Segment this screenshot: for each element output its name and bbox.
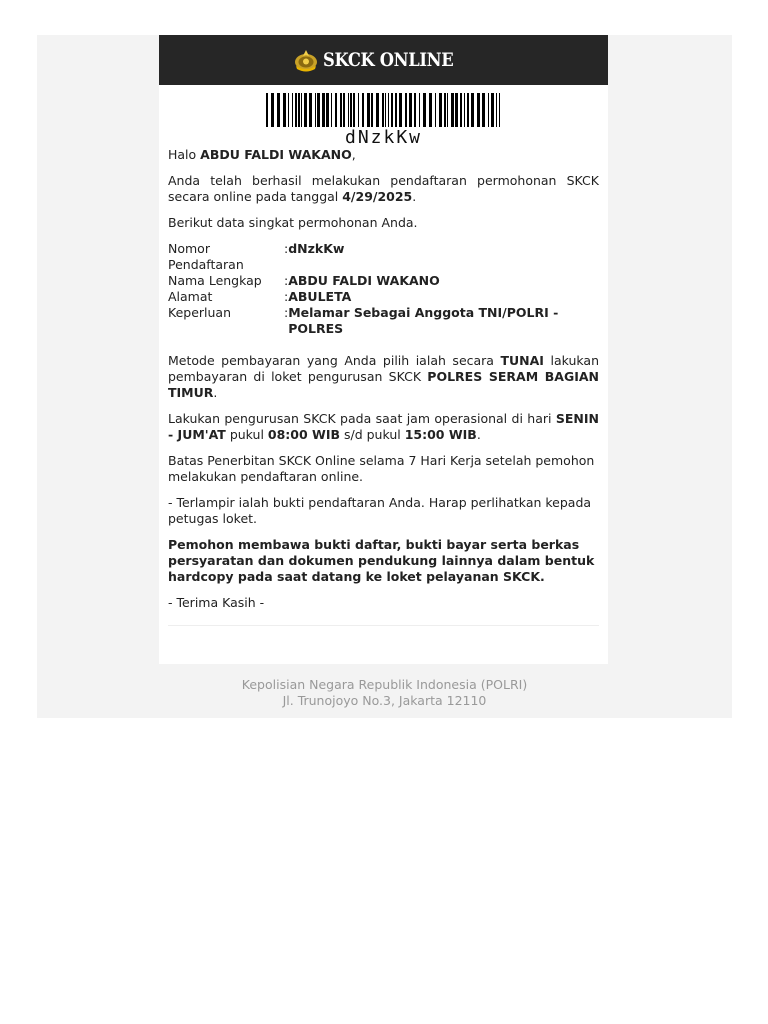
barcode-bar bbox=[496, 93, 497, 127]
barcode-bar bbox=[429, 93, 432, 127]
barcode-bar bbox=[371, 93, 373, 127]
end-time: 15:00 WIB bbox=[404, 427, 477, 442]
barcode-bar bbox=[399, 93, 402, 127]
summary-value: ABDU FALDI WAKANO bbox=[288, 273, 440, 288]
closing-text: - Terima Kasih - bbox=[168, 595, 265, 610]
barcode-bar bbox=[348, 93, 349, 127]
barcode-bar bbox=[376, 93, 379, 127]
barcode-bar bbox=[317, 93, 320, 127]
barcode-bar bbox=[482, 93, 485, 127]
barcode-bar bbox=[451, 93, 454, 127]
barcode-bar bbox=[292, 93, 293, 127]
summary-row: Nomor Pendaftaran :dNzkKw bbox=[168, 241, 345, 272]
summary-value: ABULETA bbox=[288, 289, 352, 304]
summary-row: Alamat :ABULETA bbox=[168, 289, 352, 304]
registration-date: 4/29/2025 bbox=[342, 189, 413, 204]
polri-emblem-icon bbox=[293, 47, 319, 73]
summary-value: dNzkKw bbox=[288, 241, 345, 256]
header-logo bbox=[293, 47, 475, 73]
barcode-bar bbox=[304, 93, 307, 127]
barcode-bar bbox=[423, 93, 426, 127]
barcode-bar bbox=[326, 93, 329, 127]
barcode-bar bbox=[385, 93, 386, 127]
barcode-bar bbox=[343, 93, 345, 127]
barcode-bar bbox=[367, 93, 370, 127]
email-header bbox=[159, 35, 608, 85]
summary-label: Nama Lengkap bbox=[168, 273, 262, 288]
barcode-bar bbox=[467, 93, 469, 127]
summary-row: Keperluan : Melamar Sebagai Anggota TNI/POLRI - POLRES bbox=[168, 305, 599, 337]
start-time: 08:00 WIB bbox=[267, 427, 341, 442]
deadline-info: Batas Penerbitan SKCK Online selama 7 Hari Kerja setelah pemohon melakukan pendaftaran online. bbox=[168, 453, 595, 484]
barcode-bar bbox=[340, 93, 342, 127]
barcode-bar bbox=[391, 93, 393, 127]
barcode-bar bbox=[309, 93, 312, 127]
operating-hours: Lakukan pengurusan SKCK pada saat jam operasional di hari SENIN - JUM'AT pukul 08:00 WIB s/d pukul 15:00 WIB. bbox=[168, 411, 599, 442]
barcode-bar bbox=[266, 93, 268, 127]
barcode-bar bbox=[491, 93, 494, 127]
barcode-bar bbox=[444, 93, 446, 127]
barcode-bar bbox=[322, 93, 325, 127]
content-divider bbox=[168, 625, 599, 626]
barcode-bar bbox=[395, 93, 397, 127]
summary-row: Nama Lengkap :ABDU FALDI WAKANO bbox=[168, 273, 440, 288]
payment-info: Metode pembayaran yang Anda pilih ialah secara TUNAI lakukan pembayaran di loket pengurusan SKCK POLRES SERAM BAGIAN TIMUR. bbox=[168, 353, 600, 400]
barcode-code: dNzkKw bbox=[344, 127, 423, 148]
barcode-bar bbox=[460, 93, 462, 127]
barcode-bar bbox=[439, 93, 442, 127]
registration-barcode-area bbox=[159, 85, 608, 147]
barcode-bar bbox=[435, 93, 436, 127]
attachment-note: - Terlampir ialah bukti pendaftaran Anda. Harap perlihatkan kepada petugas loket. bbox=[168, 495, 592, 526]
barcode-bar bbox=[414, 93, 416, 127]
barcode-bar bbox=[301, 93, 302, 127]
barcode-bar bbox=[499, 93, 500, 127]
barcode-bar bbox=[464, 93, 465, 127]
footer-organization: Kepolisian Negara Republik Indonesia (POLRI) bbox=[241, 677, 528, 692]
barcode-bar bbox=[477, 93, 480, 127]
summary-label: Keperluan bbox=[168, 305, 232, 320]
barcode-bar bbox=[419, 93, 420, 127]
summary-value: Melamar Sebagai Anggota TNI/POLRI - POLRES bbox=[288, 305, 559, 336]
barcode-bar bbox=[350, 93, 352, 127]
barcode-bar bbox=[455, 93, 458, 127]
email-background bbox=[37, 35, 732, 718]
barcode-bar bbox=[358, 93, 359, 127]
barcode-bar bbox=[288, 93, 289, 127]
barcode-bar bbox=[335, 93, 337, 127]
required-documents-note: Pemohon membawa bukti daftar, bukti bayar serta berkas persyaratan dan dokumen pendukung lainnya dalam bentuk hardcopy pada saat datang ke loket pelayanan SKCK. bbox=[168, 537, 595, 584]
payment-method: TUNAI bbox=[500, 353, 544, 368]
summary-label: Nomor Pendaftaran bbox=[168, 241, 244, 272]
footer-address: Jl. Trunojoyo No.3, Jakarta 12110 bbox=[282, 693, 487, 708]
barcode-bar bbox=[353, 93, 355, 127]
barcode-bar bbox=[298, 93, 300, 127]
summary-label: Alamat bbox=[168, 289, 213, 304]
email-card bbox=[159, 35, 608, 664]
operating-days: SENIN - JUM'AT bbox=[168, 411, 599, 442]
email-footer bbox=[37, 677, 732, 709]
barcode-bar bbox=[331, 93, 332, 127]
barcode-bar bbox=[295, 93, 297, 127]
applicant-name: ABDU FALDI WAKANO bbox=[200, 147, 352, 162]
barcode-bar bbox=[382, 93, 384, 127]
barcode-bar bbox=[405, 93, 407, 127]
barcode-bar bbox=[362, 93, 364, 127]
brand-title: SKCK ONLINE bbox=[322, 49, 454, 71]
barcode-bar bbox=[271, 93, 274, 127]
barcode-bar bbox=[283, 93, 286, 127]
barcode-bar bbox=[277, 93, 280, 127]
barcode-image bbox=[266, 93, 502, 127]
barcode-bar bbox=[447, 93, 448, 127]
summary-intro: Berikut data singkat permohonan Anda. bbox=[168, 215, 418, 230]
barcode-bar bbox=[488, 93, 489, 127]
summary-table bbox=[168, 241, 599, 337]
payment-location: POLRES SERAM BAGIAN TIMUR bbox=[168, 369, 600, 400]
success-message: Anda telah berhasil melakukan pendaftaran permohonan SKCK secara online pada tanggal 4/29/2025. bbox=[168, 173, 599, 204]
barcode-bar bbox=[388, 93, 389, 127]
greeting: Halo ABDU FALDI WAKANO, bbox=[168, 147, 356, 162]
barcode-bar bbox=[315, 93, 316, 127]
barcode-bar bbox=[471, 93, 474, 127]
email-body bbox=[159, 147, 608, 626]
barcode-bar bbox=[409, 93, 412, 127]
